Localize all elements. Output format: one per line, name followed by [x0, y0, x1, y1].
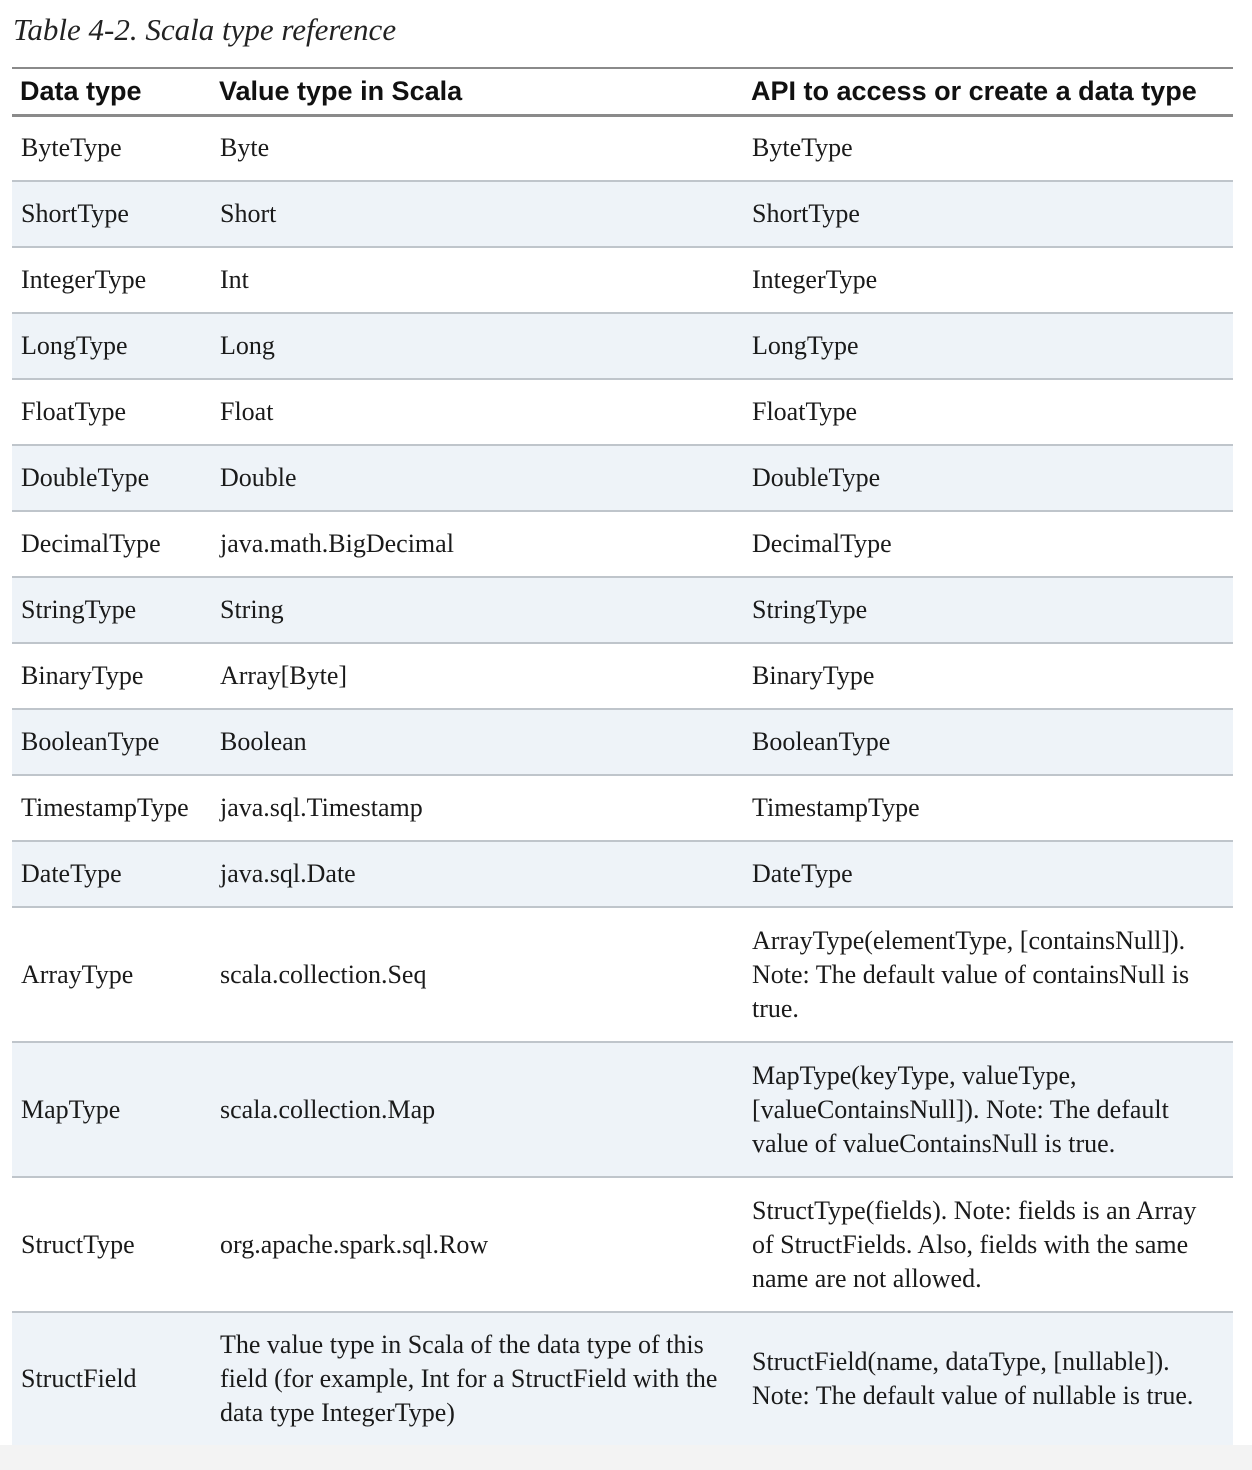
- table-row: [12, 379, 1233, 445]
- cell-value-type: Byte: [211, 115, 743, 181]
- cell-value-type: java.math.BigDecimal: [211, 511, 743, 577]
- cell-data-type: DoubleType: [12, 445, 211, 511]
- cell-data-type: BooleanType: [12, 709, 211, 775]
- cell-api: DoubleType: [743, 445, 1233, 511]
- cell-api: StructField(name, dataType, [nullable]). Note: The default value of nullable is true.: [743, 1312, 1233, 1447]
- cell-value-type: Boolean: [211, 709, 743, 775]
- cell-value-type: Double: [211, 445, 743, 511]
- cell-value-type: The value type in Scala of the data type of this field (for example, Int for a StructField with the data type IntegerType): [211, 1312, 743, 1447]
- cell-data-type: ArrayType: [12, 907, 211, 1042]
- cell-api: StringType: [743, 577, 1233, 643]
- table-row: [12, 1312, 1233, 1447]
- table-row: [12, 841, 1233, 907]
- table-row: [12, 445, 1233, 511]
- header-api: API to access or create a data type: [751, 75, 1197, 106]
- cell-api: ArrayType(elementType, [containsNull]). Note: The default value of containsNull is true.: [743, 907, 1233, 1042]
- table-row: [12, 709, 1233, 775]
- cell-data-type: ShortType: [12, 181, 211, 247]
- cell-value-type: java.sql.Timestamp: [211, 775, 743, 841]
- cell-data-type: StructField: [12, 1312, 211, 1447]
- header-row: [12, 68, 1233, 115]
- table-row: [12, 181, 1233, 247]
- cell-api: LongType: [743, 313, 1233, 379]
- table-row: [12, 247, 1233, 313]
- table-body: [12, 115, 1233, 1447]
- cell-data-type: DateType: [12, 841, 211, 907]
- table-header: [12, 68, 1233, 115]
- table-row: [12, 577, 1233, 643]
- cell-data-type: ByteType: [12, 115, 211, 181]
- cell-data-type: DecimalType: [12, 511, 211, 577]
- cell-value-type: Int: [211, 247, 743, 313]
- cell-api: ByteType: [743, 115, 1233, 181]
- cell-value-type: scala.collection.Map: [211, 1042, 743, 1177]
- table-row: [12, 313, 1233, 379]
- cell-api: ShortType: [743, 181, 1233, 247]
- cell-data-type: FloatType: [12, 379, 211, 445]
- table-row: [12, 907, 1233, 1042]
- cell-api: FloatType: [743, 379, 1233, 445]
- page-bottom-shade: [0, 1445, 1252, 1470]
- header-data-type: Data type: [20, 75, 142, 106]
- header-value-type: Value type in Scala: [219, 75, 463, 106]
- cell-value-type: Array[Byte]: [211, 643, 743, 709]
- table-row: [12, 511, 1233, 577]
- cell-api: IntegerType: [743, 247, 1233, 313]
- table-row: [12, 115, 1233, 181]
- cell-value-type: java.sql.Date: [211, 841, 743, 907]
- cell-data-type: StringType: [12, 577, 211, 643]
- cell-value-type: Short: [211, 181, 743, 247]
- cell-value-type: String: [211, 577, 743, 643]
- table-row: [12, 1177, 1233, 1312]
- scala-type-table: [12, 67, 1233, 1449]
- table-row: [12, 1042, 1233, 1177]
- table-caption: Table 4-2. Scala type reference: [13, 12, 397, 47]
- cell-value-type: Long: [211, 313, 743, 379]
- cell-data-type: LongType: [12, 313, 211, 379]
- cell-api: TimestampType: [743, 775, 1233, 841]
- cell-data-type: TimestampType: [12, 775, 211, 841]
- cell-value-type: org.apache.spark.sql.Row: [211, 1177, 743, 1312]
- table-row: [12, 775, 1233, 841]
- cell-api: DateType: [743, 841, 1233, 907]
- cell-value-type: scala.collection.Seq: [211, 907, 743, 1042]
- cell-api: BooleanType: [743, 709, 1233, 775]
- cell-api: DecimalType: [743, 511, 1233, 577]
- cell-data-type: MapType: [12, 1042, 211, 1177]
- table: [12, 67, 1233, 1449]
- cell-data-type: StructType: [12, 1177, 211, 1312]
- cell-api: StructType(fields). Note: fields is an Array of StructFields. Also, fields with the same name are not allowed.: [743, 1177, 1233, 1312]
- cell-value-type: Float: [211, 379, 743, 445]
- cell-api: MapType(keyType, valueType, [valueContainsNull]). Note: The default value of valueContainsNull is true.: [743, 1042, 1233, 1177]
- cell-api: BinaryType: [743, 643, 1233, 709]
- cell-data-type: BinaryType: [12, 643, 211, 709]
- table-row: [12, 643, 1233, 709]
- cell-data-type: IntegerType: [12, 247, 211, 313]
